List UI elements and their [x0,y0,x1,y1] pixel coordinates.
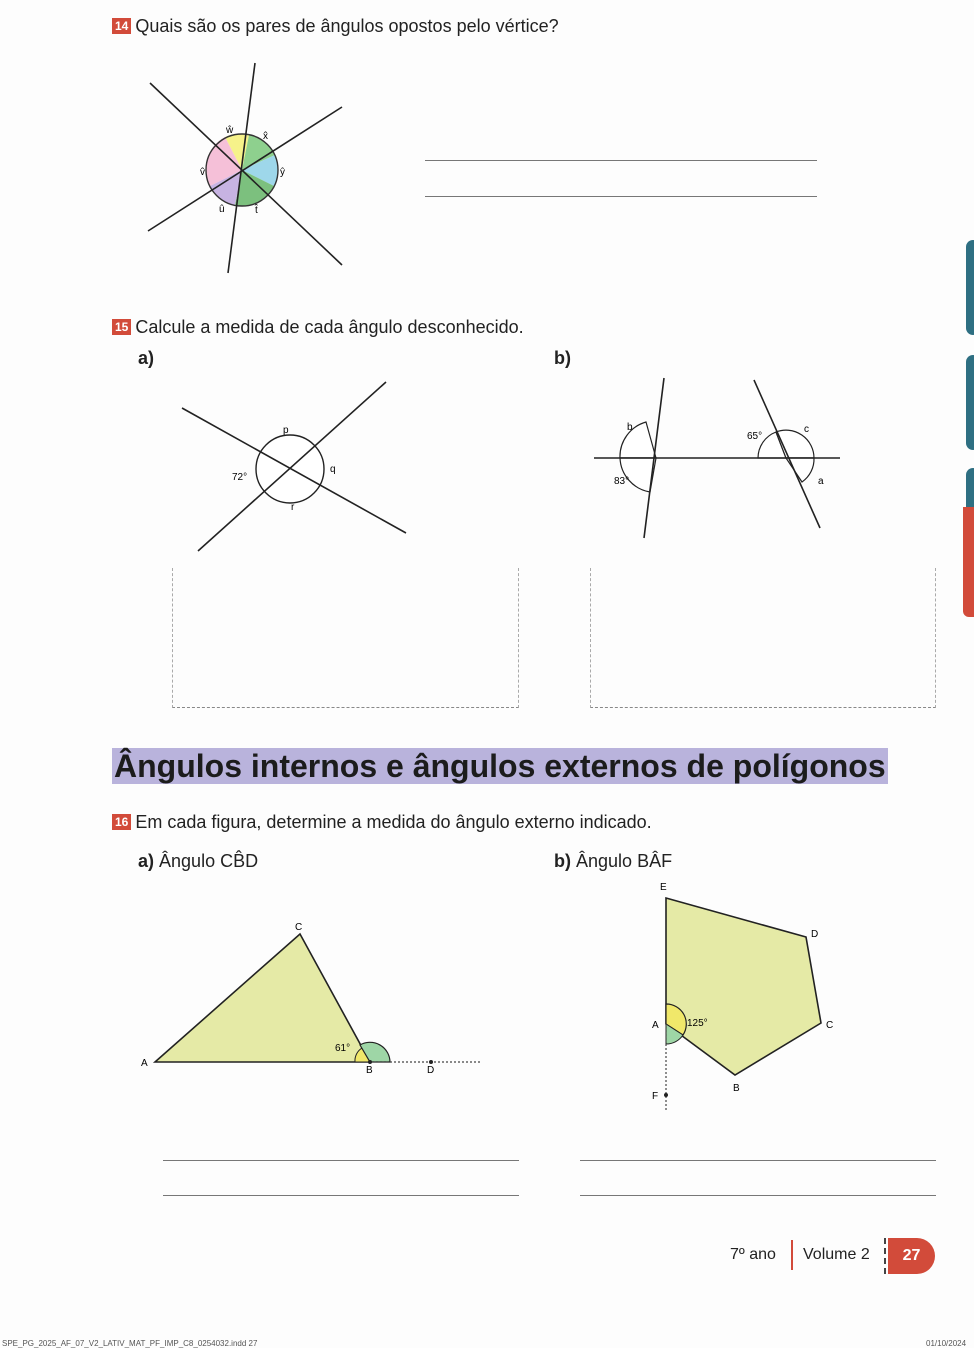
vertex-label-A: A [652,1020,659,1031]
question-16 [112,812,652,833]
footer-grade: 7º ano [730,1246,776,1263]
angle-label-t: t̂ [255,205,258,216]
side-tab[interactable] [966,355,974,450]
angle-label-a: a [818,476,824,487]
print-date: 01/10/2024 [926,1339,967,1348]
item-a-text: Ângulo CB̂D [159,851,259,871]
answer-line[interactable] [163,1160,519,1161]
pentagon-figure [640,880,860,1115]
side-tab[interactable] [966,240,974,335]
item-b-heading [554,851,672,872]
angle-label-83: 83° [614,476,630,487]
angle-label-72: 72° [232,472,248,483]
answer-line[interactable] [580,1160,936,1161]
vertical-angles-figure [130,55,370,285]
item-b-text: Ângulo BÂF [576,851,673,871]
print-slug: SPE_PG_2025_AF_07_V2_LATIV_MAT_PF_IMP_C8_0254032.indd 27 [2,1339,258,1348]
page-number-badge [888,1238,935,1274]
intersecting-lines-figure-a [170,375,420,560]
side-tab-accent [963,507,974,617]
answer-line[interactable] [163,1195,519,1196]
question-text: Calcule a medida de cada ângulo desconhecido. [135,317,524,337]
question-text: Quais são os pares de ângulos opostos pelo vértice? [135,16,559,36]
answer-box-b[interactable] [590,568,936,708]
vertex-label-A: A [141,1058,148,1069]
question-14 [112,16,559,37]
angle-label-61: 61° [335,1043,351,1054]
vertex-label-E: E [660,882,667,893]
question-number: 16 [112,814,131,830]
angle-label-p: p [283,425,289,436]
answer-box-a[interactable] [172,568,519,708]
vertex-label-F: F [652,1091,659,1102]
item-a-label: a) [138,348,155,368]
angle-label-u: û [219,204,225,215]
angle-label-v: v̂ [200,167,205,178]
triangle-figure [135,918,485,1078]
angle-label-b: b [627,422,633,433]
item-a-heading [138,851,258,872]
angle-label-w: ŵ [226,125,234,136]
question-text: Em cada figura, determine a medida do ângulo externo indicado. [135,812,652,832]
angle-label-x: x̂ [263,131,268,142]
footer-volume: Volume 2 [803,1246,870,1263]
vertex-label-C: C [826,1020,834,1031]
angle-label-65: 65° [747,431,763,442]
vertex-label-D: D [811,929,819,940]
angle-label-r: r [291,502,295,513]
parallel-transversal-figure-b [590,372,850,542]
item-b-label: b) [554,851,571,871]
answer-line[interactable] [425,196,817,197]
angle-label-q: q [330,464,336,475]
angle-label-y: ŷ [280,167,285,178]
angle-label-c: c [804,424,809,435]
item-a-label: a) [138,851,155,871]
angle-label-125: 125° [687,1018,708,1029]
item-b-label: b) [554,348,571,368]
page-number: 27 [902,1247,921,1264]
footer-divider [791,1240,793,1270]
question-number: 14 [112,18,131,34]
question-15 [112,317,524,338]
section-title: Ângulos internos e ângulos externos de polígonos [114,748,886,784]
vertex-label-C: C [295,922,303,933]
answer-line[interactable] [580,1195,936,1196]
vertex-label-B: B [733,1083,740,1094]
vertex-label-D: D [427,1065,435,1076]
vertex-label-B: B [366,1065,373,1076]
answer-line[interactable] [425,160,817,161]
question-number: 15 [112,319,131,335]
